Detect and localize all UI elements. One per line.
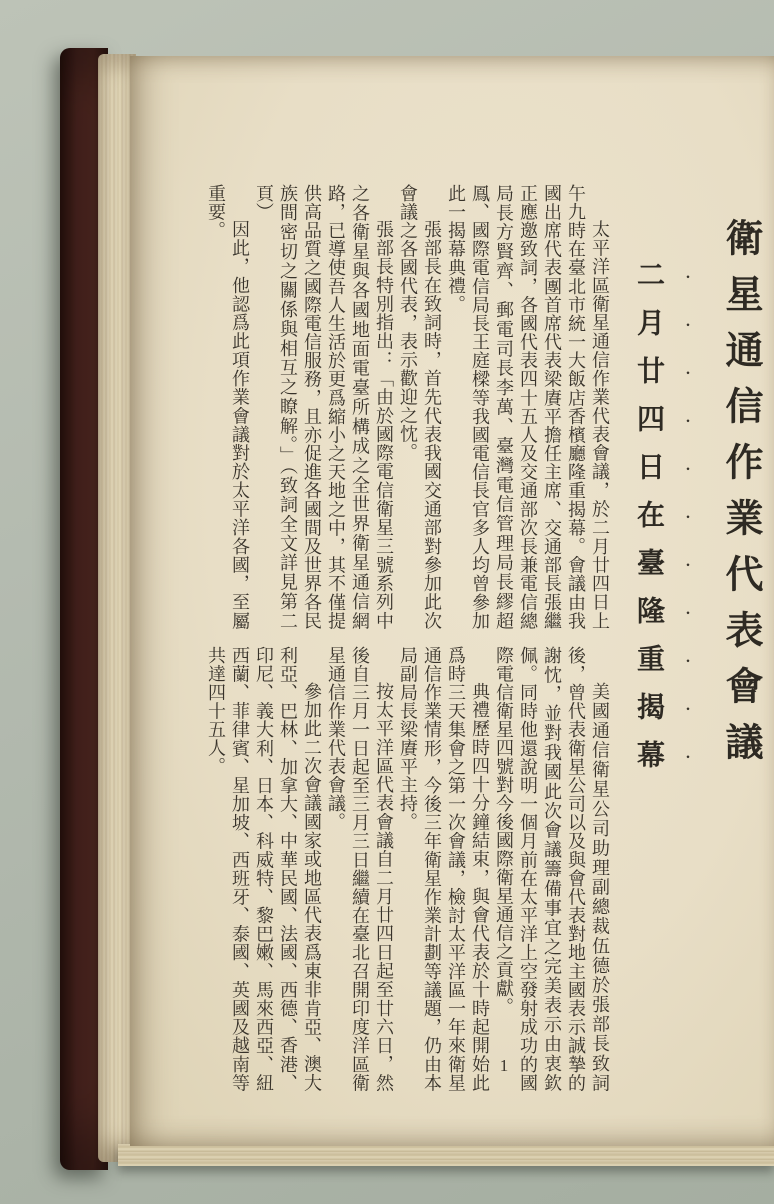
bottom-page-edge-stack xyxy=(118,1144,774,1166)
article-paragraph: 美國通信衛星公司助理副總裁伍德於張部長致詞後，曾代表衛星公司以及與會代表對地主國表示誠摯的謝忱，並對我國此次會議籌備事宜之完美表示由衷欽佩。同時他還說明一個月前在太平洋上空發射成功的國際電信衛星四號對今後國際衛星通信之貢獻。 xyxy=(494,646,610,1092)
article-paragraph: 參加此二次會議國家或地區代表爲東非肯亞、澳大利亞、巴林、加拿大、中華民國、法國、西德、香港、印尼、義大利、日本、科威特、黎巴嫩、馬來西亞、紐西蘭、菲律賓、星加坡、西班牙、泰國、英國及越南等共達四十五人。 xyxy=(206,646,322,1092)
article-paragraph: 按太平洋區代表會議自二月廿四日起至廿六日，然後自三月一日起至三月三日繼續在臺北召開印度洋區衛星通信作業代表會議。 xyxy=(326,646,394,1092)
article-bottom-section xyxy=(198,646,612,1092)
article-paragraph: 典禮歷時四十分鐘結束，與會代表於十時起開始此爲時三天集會之第一次會議，檢討太平洋區一年來衛星通信作業情形，今後三年衛星作業計劃等議題，仍由本局副局長梁賡平主持。 xyxy=(398,646,490,1092)
article-paragraph: 張部長特別指出：「由於國際電信衛星三號系列中之各衛星與各國地面電臺所構成之全世界衛星通信網路，已導使吾人生活於更爲縮小之天地之中，其不僅提供高品質之國際電信服務，且亦促進各國間及世界各民族間密切之關係與相互之瞭解。」（致詞全文詳見第二頁） xyxy=(254,184,394,630)
article-paragraph: 太平洋區衛星通信作業代表會議，於二月廿四日上午九時在臺北市統一大飯店香檳廳隆重揭幕。會議由我國出席代表團首席代表梁賡平擔任主席、交通部長張繼正應邀致詞，各國代表四十五人及交通部次長兼電信總局長方賢齊、郵電司長李萬、臺灣電信管理局長繆超鳳、國際電信局長王庭樑等我國電信長官多人均曾參加此一揭幕典禮。 xyxy=(446,184,610,630)
book-page xyxy=(130,56,774,1146)
headline-title: 衛星通信作業代表會議 xyxy=(719,218,761,778)
emphasis-dots: ・・・・・・・・・・・ xyxy=(679,270,694,798)
article-paragraph: 因此，他認爲此項作業會議對於太平洋各國，至屬重要。 xyxy=(206,184,250,630)
page-number: 1 xyxy=(499,1056,509,1075)
headline-subtitle: 二月廿四日在臺隆重揭幕 xyxy=(633,260,664,788)
article-top-section xyxy=(198,184,612,630)
article-paragraph: 張部長在致詞時，首先代表我國交通部對參加此次會議之各國代表，表示歡迎之忱。 xyxy=(398,184,442,630)
